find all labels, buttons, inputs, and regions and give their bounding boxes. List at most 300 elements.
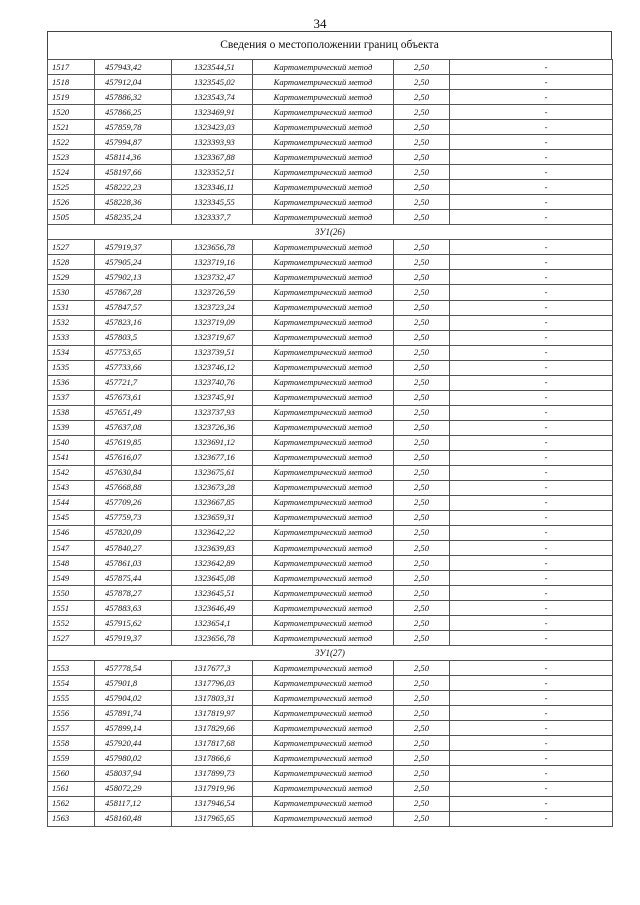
point-number-cell: 1538	[48, 405, 95, 420]
y-coordinate-cell: 1317965,65	[172, 811, 253, 826]
table-row	[48, 120, 613, 135]
x-coordinate-cell: 457847,57	[95, 300, 172, 315]
point-number-cell: 1550	[48, 586, 95, 601]
y-coordinate-cell: 1323656,78	[172, 631, 253, 646]
table-row	[48, 345, 613, 360]
y-coordinate-cell: 1323737,93	[172, 405, 253, 420]
method-cell: Картометрический метод	[253, 541, 394, 556]
table-row	[48, 360, 613, 375]
x-coordinate-cell: 457651,49	[95, 405, 172, 420]
x-coordinate-cell: 458117,12	[95, 796, 172, 811]
table-row	[48, 300, 613, 315]
table-row	[48, 150, 613, 165]
table-row	[48, 691, 613, 706]
point-number-cell: 1518	[48, 75, 95, 90]
note-cell: -	[450, 420, 613, 435]
accuracy-cell: 2,50	[394, 811, 450, 826]
method-cell: Картометрический метод	[253, 435, 394, 450]
x-coordinate-cell: 457778,54	[95, 661, 172, 676]
method-cell: Картометрический метод	[253, 360, 394, 375]
note-cell: -	[450, 330, 613, 345]
x-coordinate-cell: 457619,85	[95, 435, 172, 450]
table-row	[48, 766, 613, 781]
method-cell: Картометрический метод	[253, 405, 394, 420]
x-coordinate-cell: 457912,04	[95, 75, 172, 90]
point-number-cell: 1517	[48, 60, 95, 75]
accuracy-cell: 2,50	[394, 525, 450, 540]
point-number-cell: 1540	[48, 435, 95, 450]
accuracy-cell: 2,50	[394, 465, 450, 480]
x-coordinate-cell: 457616,07	[95, 450, 172, 465]
accuracy-cell: 2,50	[394, 435, 450, 450]
method-cell: Картометрический метод	[253, 706, 394, 721]
y-coordinate-cell: 1323740,76	[172, 375, 253, 390]
table-row	[48, 240, 613, 255]
y-coordinate-cell: 1323719,09	[172, 315, 253, 330]
section-row	[48, 225, 613, 240]
point-number-cell: 1527	[48, 631, 95, 646]
x-coordinate-cell: 457867,28	[95, 285, 172, 300]
table-row	[48, 721, 613, 736]
accuracy-cell: 2,50	[394, 796, 450, 811]
y-coordinate-cell: 1323469,91	[172, 105, 253, 120]
x-coordinate-cell: 457630,84	[95, 465, 172, 480]
table-row	[48, 706, 613, 721]
table-row	[48, 315, 613, 330]
accuracy-cell: 2,50	[394, 405, 450, 420]
point-number-cell: 1528	[48, 255, 95, 270]
y-coordinate-cell: 1323723,24	[172, 300, 253, 315]
y-coordinate-cell: 1323543,74	[172, 90, 253, 105]
method-cell: Картометрический метод	[253, 105, 394, 120]
note-cell: -	[450, 465, 613, 480]
note-cell: -	[450, 240, 613, 255]
method-cell: Картометрический метод	[253, 255, 394, 270]
y-coordinate-cell: 1323345,55	[172, 195, 253, 210]
accuracy-cell: 2,50	[394, 165, 450, 180]
y-coordinate-cell: 1323726,59	[172, 285, 253, 300]
y-coordinate-cell: 1323352,51	[172, 165, 253, 180]
table-row	[48, 450, 613, 465]
point-number-cell: 1530	[48, 285, 95, 300]
point-number-cell: 1551	[48, 601, 95, 616]
method-cell: Картометрический метод	[253, 766, 394, 781]
table-row	[48, 510, 613, 525]
note-cell: -	[450, 435, 613, 450]
x-coordinate-cell: 457753,65	[95, 345, 172, 360]
x-coordinate-cell: 458222,23	[95, 180, 172, 195]
point-number-cell: 1541	[48, 450, 95, 465]
point-number-cell: 1505	[48, 210, 95, 225]
point-number-cell: 1553	[48, 661, 95, 676]
note-cell: -	[450, 781, 613, 796]
x-coordinate-cell: 457915,62	[95, 616, 172, 631]
table-row	[48, 405, 613, 420]
table-row	[48, 796, 613, 811]
method-cell: Картометрический метод	[253, 480, 394, 495]
accuracy-cell: 2,50	[394, 751, 450, 766]
method-cell: Картометрический метод	[253, 631, 394, 646]
x-coordinate-cell: 457980,02	[95, 751, 172, 766]
point-number-cell: 1543	[48, 480, 95, 495]
point-number-cell: 1561	[48, 781, 95, 796]
y-coordinate-cell: 1323691,12	[172, 435, 253, 450]
accuracy-cell: 2,50	[394, 240, 450, 255]
table-row	[48, 525, 613, 540]
x-coordinate-cell: 457803,5	[95, 330, 172, 345]
table-row	[48, 661, 613, 676]
x-coordinate-cell: 457899,14	[95, 721, 172, 736]
accuracy-cell: 2,50	[394, 135, 450, 150]
accuracy-cell: 2,50	[394, 721, 450, 736]
accuracy-cell: 2,50	[394, 285, 450, 300]
table-row	[48, 541, 613, 556]
accuracy-cell: 2,50	[394, 150, 450, 165]
method-cell: Картометрический метод	[253, 240, 394, 255]
table-row	[48, 480, 613, 495]
point-number-cell: 1562	[48, 796, 95, 811]
note-cell: -	[450, 120, 613, 135]
x-coordinate-cell: 457673,61	[95, 390, 172, 405]
method-cell: Картометрический метод	[253, 465, 394, 480]
table-row	[48, 165, 613, 180]
method-cell: Картометрический метод	[253, 210, 394, 225]
x-coordinate-cell: 457709,26	[95, 495, 172, 510]
method-cell: Картометрический метод	[253, 315, 394, 330]
method-cell: Картометрический метод	[253, 601, 394, 616]
point-number-cell: 1520	[48, 105, 95, 120]
y-coordinate-cell: 1317819,97	[172, 706, 253, 721]
accuracy-cell: 2,50	[394, 375, 450, 390]
method-cell: Картометрический метод	[253, 375, 394, 390]
y-coordinate-cell: 1323667,85	[172, 495, 253, 510]
accuracy-cell: 2,50	[394, 495, 450, 510]
method-cell: Картометрический метод	[253, 781, 394, 796]
note-cell: -	[450, 345, 613, 360]
table-row	[48, 616, 613, 631]
note-cell: -	[450, 255, 613, 270]
accuracy-cell: 2,50	[394, 601, 450, 616]
note-cell: -	[450, 360, 613, 375]
y-coordinate-cell: 1317866,6	[172, 751, 253, 766]
table-row	[48, 195, 613, 210]
x-coordinate-cell: 458072,29	[95, 781, 172, 796]
point-number-cell: 1519	[48, 90, 95, 105]
coordinates-table-body	[48, 60, 613, 827]
y-coordinate-cell: 1323654,1	[172, 616, 253, 631]
y-coordinate-cell: 1317919,96	[172, 781, 253, 796]
method-cell: Картометрический метод	[253, 450, 394, 465]
point-number-cell: 1533	[48, 330, 95, 345]
point-number-cell: 1547	[48, 541, 95, 556]
y-coordinate-cell: 1323719,67	[172, 330, 253, 345]
method-cell: Картометрический метод	[253, 736, 394, 751]
point-number-cell: 1558	[48, 736, 95, 751]
method-cell: Картометрический метод	[253, 661, 394, 676]
coordinates-table	[47, 59, 613, 827]
point-number-cell: 1563	[48, 811, 95, 826]
point-number-cell: 1549	[48, 571, 95, 586]
x-coordinate-cell: 458235,24	[95, 210, 172, 225]
note-cell: -	[450, 766, 613, 781]
note-cell: -	[450, 150, 613, 165]
note-cell: -	[450, 811, 613, 826]
section-row	[48, 646, 613, 661]
note-cell: -	[450, 495, 613, 510]
y-coordinate-cell: 1317803,31	[172, 691, 253, 706]
x-coordinate-cell: 457920,44	[95, 736, 172, 751]
method-cell: Картометрический метод	[253, 586, 394, 601]
accuracy-cell: 2,50	[394, 586, 450, 601]
method-cell: Картометрический метод	[253, 330, 394, 345]
x-coordinate-cell: 457905,24	[95, 255, 172, 270]
y-coordinate-cell: 1323545,02	[172, 75, 253, 90]
y-coordinate-cell: 1323393,93	[172, 135, 253, 150]
note-cell: -	[450, 556, 613, 571]
method-cell: Картометрический метод	[253, 556, 394, 571]
point-number-cell: 1552	[48, 616, 95, 631]
y-coordinate-cell: 1323639,83	[172, 541, 253, 556]
accuracy-cell: 2,50	[394, 210, 450, 225]
accuracy-cell: 2,50	[394, 195, 450, 210]
point-number-cell: 1546	[48, 525, 95, 540]
note-cell: -	[450, 676, 613, 691]
y-coordinate-cell: 1323719,16	[172, 255, 253, 270]
x-coordinate-cell: 457733,66	[95, 360, 172, 375]
method-cell: Картометрический метод	[253, 180, 394, 195]
x-coordinate-cell: 458160,48	[95, 811, 172, 826]
note-cell: -	[450, 105, 613, 120]
y-coordinate-cell: 1323739,51	[172, 345, 253, 360]
x-coordinate-cell: 457943,42	[95, 60, 172, 75]
y-coordinate-cell: 1323659,31	[172, 510, 253, 525]
accuracy-cell: 2,50	[394, 60, 450, 75]
method-cell: Картометрический метод	[253, 616, 394, 631]
point-number-cell: 1527	[48, 240, 95, 255]
point-number-cell: 1529	[48, 270, 95, 285]
x-coordinate-cell: 457878,27	[95, 586, 172, 601]
note-cell: -	[450, 90, 613, 105]
method-cell: Картометрический метод	[253, 571, 394, 586]
table-row	[48, 601, 613, 616]
note-cell: -	[450, 601, 613, 616]
point-number-cell: 1544	[48, 495, 95, 510]
note-cell: -	[450, 541, 613, 556]
accuracy-cell: 2,50	[394, 105, 450, 120]
point-number-cell: 1525	[48, 180, 95, 195]
page-number: 34	[313, 16, 327, 31]
note-cell: -	[450, 631, 613, 646]
table-row	[48, 676, 613, 691]
table-row	[48, 105, 613, 120]
method-cell: Картометрический метод	[253, 691, 394, 706]
note-cell: -	[450, 721, 613, 736]
point-number-cell: 1560	[48, 766, 95, 781]
x-coordinate-cell: 457866,25	[95, 105, 172, 120]
y-coordinate-cell: 1323726,36	[172, 420, 253, 435]
table-row	[48, 495, 613, 510]
point-number-cell: 1531	[48, 300, 95, 315]
y-coordinate-cell: 1323645,08	[172, 571, 253, 586]
accuracy-cell: 2,50	[394, 736, 450, 751]
x-coordinate-cell: 457875,44	[95, 571, 172, 586]
table-row	[48, 811, 613, 826]
y-coordinate-cell: 1323677,16	[172, 450, 253, 465]
note-cell: -	[450, 390, 613, 405]
method-cell: Картометрический метод	[253, 150, 394, 165]
accuracy-cell: 2,50	[394, 450, 450, 465]
note-cell: -	[450, 180, 613, 195]
x-coordinate-cell: 457904,02	[95, 691, 172, 706]
accuracy-cell: 2,50	[394, 691, 450, 706]
x-coordinate-cell: 457891,74	[95, 706, 172, 721]
x-coordinate-cell: 457919,37	[95, 631, 172, 646]
x-coordinate-cell: 457637,08	[95, 420, 172, 435]
point-number-cell: 1523	[48, 150, 95, 165]
accuracy-cell: 2,50	[394, 781, 450, 796]
point-number-cell: 1535	[48, 360, 95, 375]
x-coordinate-cell: 457721,7	[95, 375, 172, 390]
note-cell: -	[450, 571, 613, 586]
table-row	[48, 270, 613, 285]
y-coordinate-cell: 1323673,28	[172, 480, 253, 495]
table-row	[48, 135, 613, 150]
point-number-cell: 1555	[48, 691, 95, 706]
accuracy-cell: 2,50	[394, 420, 450, 435]
section-label: ЗУ1(27)	[48, 646, 613, 661]
accuracy-cell: 2,50	[394, 676, 450, 691]
note-cell: -	[450, 210, 613, 225]
section-label: ЗУ1(26)	[48, 225, 613, 240]
method-cell: Картометрический метод	[253, 510, 394, 525]
y-coordinate-cell: 1317677,3	[172, 661, 253, 676]
method-cell: Картометрический метод	[253, 751, 394, 766]
note-cell: -	[450, 706, 613, 721]
method-cell: Картометрический метод	[253, 796, 394, 811]
point-number-cell: 1554	[48, 676, 95, 691]
coordinates-sheet	[47, 31, 612, 827]
table-row	[48, 751, 613, 766]
y-coordinate-cell: 1317817,68	[172, 736, 253, 751]
point-number-cell: 1522	[48, 135, 95, 150]
table-row	[48, 586, 613, 601]
table-row	[48, 255, 613, 270]
y-coordinate-cell: 1323675,61	[172, 465, 253, 480]
method-cell: Картометрический метод	[253, 60, 394, 75]
method-cell: Картометрический метод	[253, 721, 394, 736]
y-coordinate-cell: 1323642,89	[172, 556, 253, 571]
accuracy-cell: 2,50	[394, 300, 450, 315]
x-coordinate-cell: 458197,66	[95, 165, 172, 180]
accuracy-cell: 2,50	[394, 120, 450, 135]
method-cell: Картометрический метод	[253, 90, 394, 105]
accuracy-cell: 2,50	[394, 766, 450, 781]
note-cell: -	[450, 270, 613, 285]
table-row	[48, 375, 613, 390]
y-coordinate-cell: 1323645,51	[172, 586, 253, 601]
note-cell: -	[450, 375, 613, 390]
accuracy-cell: 2,50	[394, 345, 450, 360]
y-coordinate-cell: 1323544,51	[172, 60, 253, 75]
note-cell: -	[450, 195, 613, 210]
x-coordinate-cell: 457861,03	[95, 556, 172, 571]
accuracy-cell: 2,50	[394, 180, 450, 195]
accuracy-cell: 2,50	[394, 90, 450, 105]
method-cell: Картометрический метод	[253, 120, 394, 135]
note-cell: -	[450, 616, 613, 631]
point-number-cell: 1545	[48, 510, 95, 525]
y-coordinate-cell: 1317829,66	[172, 721, 253, 736]
point-number-cell: 1524	[48, 165, 95, 180]
table-row	[48, 285, 613, 300]
point-number-cell: 1557	[48, 721, 95, 736]
x-coordinate-cell: 457883,63	[95, 601, 172, 616]
point-number-cell: 1542	[48, 465, 95, 480]
x-coordinate-cell: 457820,09	[95, 525, 172, 540]
x-coordinate-cell: 458228,36	[95, 195, 172, 210]
table-row	[48, 210, 613, 225]
accuracy-cell: 2,50	[394, 255, 450, 270]
y-coordinate-cell: 1323337,7	[172, 210, 253, 225]
accuracy-cell: 2,50	[394, 480, 450, 495]
table-row	[48, 180, 613, 195]
method-cell: Картометрический метод	[253, 195, 394, 210]
note-cell: -	[450, 60, 613, 75]
point-number-cell: 1534	[48, 345, 95, 360]
x-coordinate-cell: 457668,88	[95, 480, 172, 495]
method-cell: Картометрический метод	[253, 420, 394, 435]
y-coordinate-cell: 1317796,03	[172, 676, 253, 691]
x-coordinate-cell: 457886,32	[95, 90, 172, 105]
x-coordinate-cell: 457919,37	[95, 240, 172, 255]
x-coordinate-cell: 458114,36	[95, 150, 172, 165]
method-cell: Картометрический метод	[253, 300, 394, 315]
table-row	[48, 465, 613, 480]
note-cell: -	[450, 450, 613, 465]
y-coordinate-cell: 1323732,47	[172, 270, 253, 285]
accuracy-cell: 2,50	[394, 315, 450, 330]
method-cell: Картометрический метод	[253, 345, 394, 360]
note-cell: -	[450, 586, 613, 601]
point-number-cell: 1532	[48, 315, 95, 330]
point-number-cell: 1526	[48, 195, 95, 210]
y-coordinate-cell: 1323346,11	[172, 180, 253, 195]
table-row	[48, 781, 613, 796]
accuracy-cell: 2,50	[394, 75, 450, 90]
note-cell: -	[450, 661, 613, 676]
point-number-cell: 1559	[48, 751, 95, 766]
x-coordinate-cell: 457901,8	[95, 676, 172, 691]
note-cell: -	[450, 736, 613, 751]
table-row	[48, 75, 613, 90]
accuracy-cell: 2,50	[394, 330, 450, 345]
method-cell: Картометрический метод	[253, 676, 394, 691]
accuracy-cell: 2,50	[394, 510, 450, 525]
table-row	[48, 571, 613, 586]
x-coordinate-cell: 457823,16	[95, 315, 172, 330]
y-coordinate-cell: 1323646,49	[172, 601, 253, 616]
x-coordinate-cell: 458037,94	[95, 766, 172, 781]
table-row	[48, 60, 613, 75]
x-coordinate-cell: 457902,13	[95, 270, 172, 285]
accuracy-cell: 2,50	[394, 706, 450, 721]
x-coordinate-cell: 457859,78	[95, 120, 172, 135]
table-row	[48, 90, 613, 105]
accuracy-cell: 2,50	[394, 541, 450, 556]
accuracy-cell: 2,50	[394, 360, 450, 375]
table-row	[48, 435, 613, 450]
point-number-cell: 1521	[48, 120, 95, 135]
